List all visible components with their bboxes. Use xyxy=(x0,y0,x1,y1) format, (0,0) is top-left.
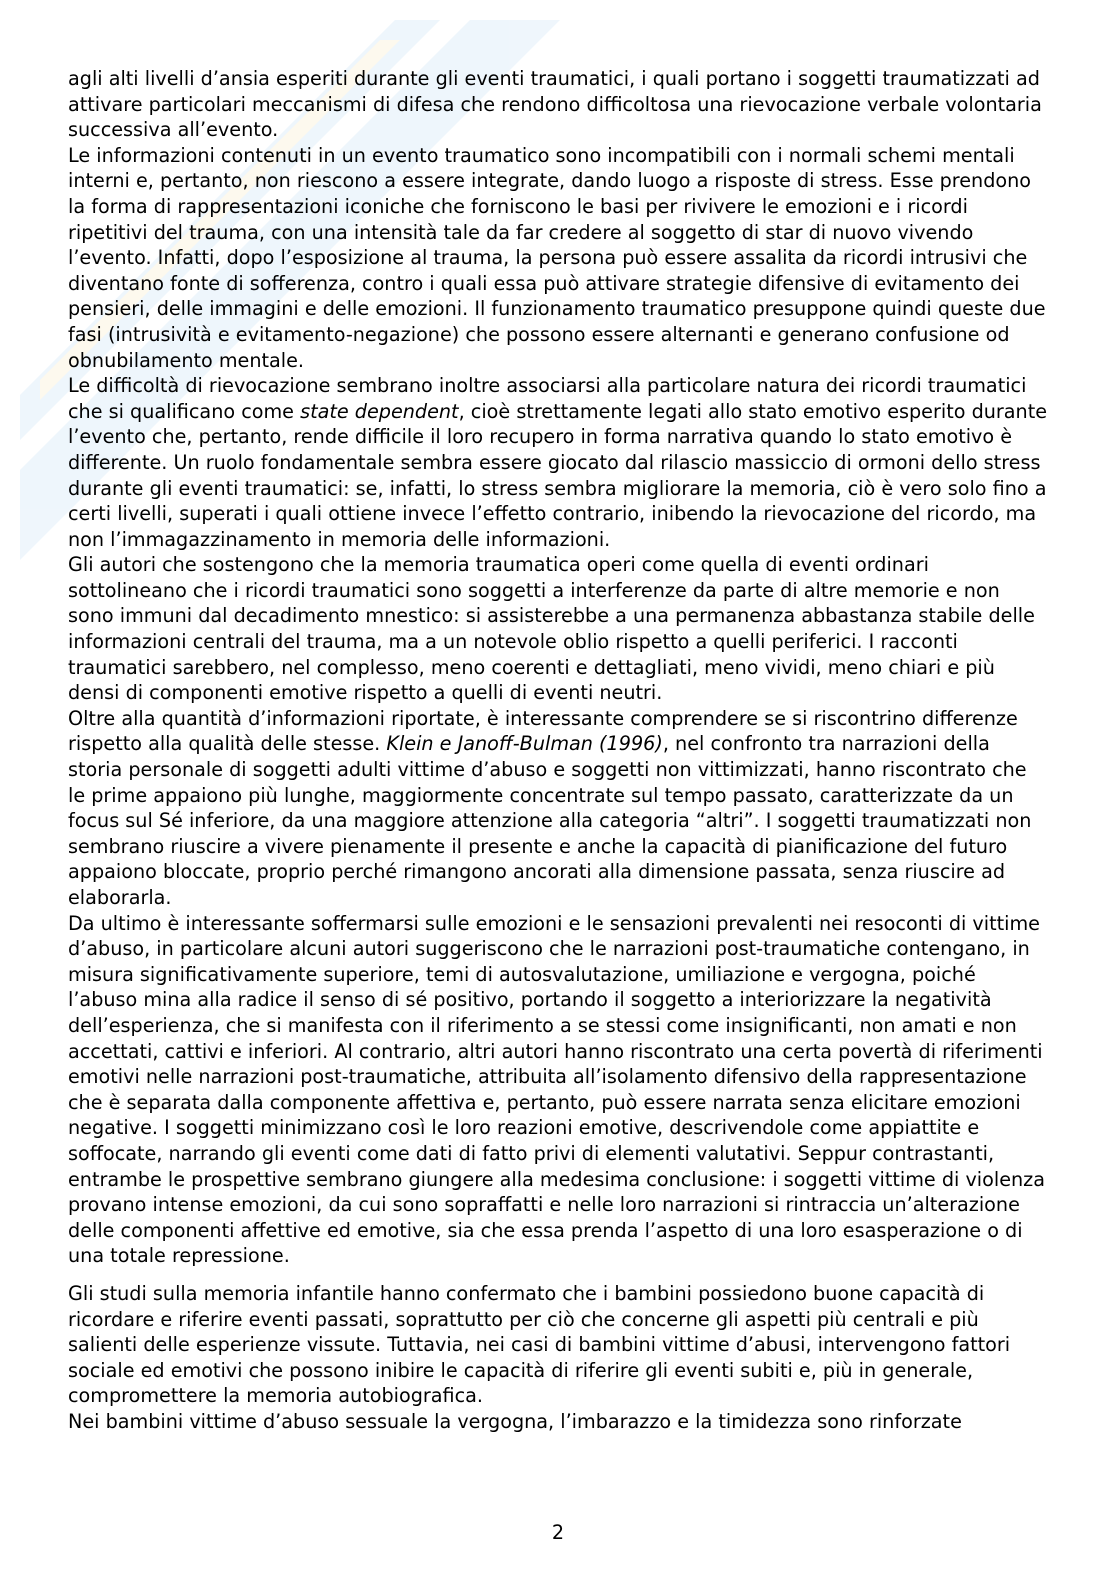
paragraph-2-text: Le informazioni contenuti in un evento traumatico sono incompatibili con i normali schemi mentali interni e, pertanto, non riescono a essere integrate, dando luogo a risposte di stress. Esse prendono la forma di rappresentazioni iconiche che forniscono le basi per rivivere le emozioni e i ricordi ripetitivi del trauma, con una intensità tale da far credere al soggetto di star di nuovo vivendo l’evento. Infatti, dopo l’esposizione al trauma, la persona può essere assalita da ricordi intrusivi che diventano fonte di sofferenza, contro i quali essa può attivare strategie difensive di evitamento dei pensieri, delle immagini e delle emozioni. Il funzionamento traumatico presuppone quindi queste due fasi (intrusività e evitamento-negazione) che possono essere alternanti e generano confusione od obnubilamento mentale. xyxy=(68,143,1046,372)
paragraph-5-text-a: Oltre alla quantità d’informazioni riportate, è interessante comprendere se si riscontrino differenze rispetto alla qualità delle stesse. xyxy=(68,706,1018,756)
paragraph-7-text: Gli studi sulla memoria infantile hanno confermato che i bambini possiedono buone capacità di ricordare e riferire eventi passati, soprattutto per ciò che concerne gli aspetti più centrali e più salienti delle esperienze vissute. Tuttavia, nei casi di bambini vittime d’abusi, intervengono fattori sociale ed emotivi che possono inibire le capacità di riferire gli eventi subiti e, più in generale, compromettere la memoria autobiografica. xyxy=(68,1281,1011,1408)
paragraph-5-text-b: , nel confronto tra narrazioni della storia personale di soggetti adulti vittime d’abuso e soggetti non vittimizzati, hanno riscontrato che le prime appaiono più lunghe, maggiormente concentrate sul tempo passato, caratterizzate da un focus sul Sé inferiore, da una maggiore attenzione alla categoria “altri”. I soggetti traumatizzati non sembrano riuscire a vivere pienamente il presente e anche la capacità di pianificazione del futuro appaiono bloccate, proprio perché rimangono ancorati alla dimensione passata, senza riuscire ad elaborarla. xyxy=(68,732,1032,909)
paragraph-8 xyxy=(68,1409,1048,1435)
paragraph-1 xyxy=(68,66,1048,143)
paragraph-6-text: Da ultimo è interessante soffermarsi sulle emozioni e le sensazioni prevalenti nei resoconti di vittime d’abuso, in particolare alcuni autori suggeriscono che le narrazioni post-traumatiche contengano, in misura significativamente superiore, temi di autosvalutazione, umiliazione e vergogna, poiché l’abuso mina alla radice il senso di sé positivo, portando il soggetto a interiorizzare la negatività dell’esperienza, che si manifesta con il riferimento a se stessi come insignificanti, non amati e non accettati, cattivi e inferiori. Al contrario, altri autori hanno riscontrato una certa povertà di riferimenti emotivi nelle narrazioni post-traumatiche, attribuita all’isolamento difensivo della rappresentazione che è separata dalla componente affettiva e, pertanto, può essere narrata senza elicitare emozioni negative. I soggetti minimizzano così le loro reazioni emotive, descrivendole come appiattite e soffocate, narrando gli eventi come dati di fatto privi di elementi valutativi. Seppur contrastanti, entrambe le prospettive sembrano giungere alla medesima conclusione: i soggetti vittime di violenza provano intense emozioni, da cui sono sopraffatti e nelle loro narrazioni si rintraccia un’alterazione delle componenti affettive ed emotive, sia che essa prenda l’aspetto di una loro esasperazione o di una totale repressione. xyxy=(68,911,1045,1268)
paragraph-7 xyxy=(68,1281,1048,1409)
paragraph-4-text: Gli autori che sostengono che la memoria traumatica operi come quella di eventi ordinari sottolineano che i ricordi traumatici sono soggetti a interferenze da parte di altre memorie e non sono immuni dal decadimento mnestico: si assisterebbe a una permanenza abbastanza stabile delle informazioni centrali del trauma, ma a un notevole oblio rispetto a quelli periferici. I racconti traumatici sarebbero, nel complesso, meno coerenti e dettagliati, meno vividi, meno chiari e più densi di componenti emotive rispetto a quelli di eventi neutri. xyxy=(68,553,1035,705)
paragraph-3-text-b: , cioè strettamente legati allo stato emotivo esperito durante l’evento che, pertanto, rende difficile il loro recupero in forma narrativa quando lo stato emotivo è differente. Un ruolo fondamentale sembra essere giocato dal rilascio massiccio di ormoni dello stress durante gli eventi traumatici: se, infatti, lo stress sembra migliorare la memoria, ciò è vero solo fino a certi livelli, superati i quali ottiene invece l’effetto contrario, inibendo la rievocazione del ricordo, ma non l’immagazzinamento in memoria delle informazioni. xyxy=(68,399,1048,551)
paragraph-3-text-a: Le difficoltà di rievocazione sembrano inoltre associarsi alla particolare natura dei ricordi traumatici che si qualificano come xyxy=(68,374,1027,423)
page-body xyxy=(68,66,1048,1434)
paragraph-2 xyxy=(68,143,1048,373)
paragraph-6 xyxy=(68,911,1048,1269)
paragraph-5-citation: Klein e Janoff-Bulman (1996) xyxy=(386,732,663,756)
paragraph-4 xyxy=(68,552,1048,706)
paragraph-3-italic-term: state dependent xyxy=(300,399,459,423)
page-number: 2 xyxy=(551,1521,565,1544)
paragraph-8-text: Nei bambini vittime d’abuso sessuale la vergogna, l’imbarazzo e la timidezza sono rinforzate xyxy=(68,1409,962,1433)
paragraph-1-text: agli alti livelli d’ansia esperiti durante gli eventi traumatici, i quali portano i soggetti traumatizzati ad attivare particolari meccanismi di difesa che rendono difficoltosa una rievocazione verbale volontaria successiva all’evento. xyxy=(68,67,1042,142)
paragraph-5 xyxy=(68,706,1048,911)
paragraph-3 xyxy=(68,373,1048,552)
